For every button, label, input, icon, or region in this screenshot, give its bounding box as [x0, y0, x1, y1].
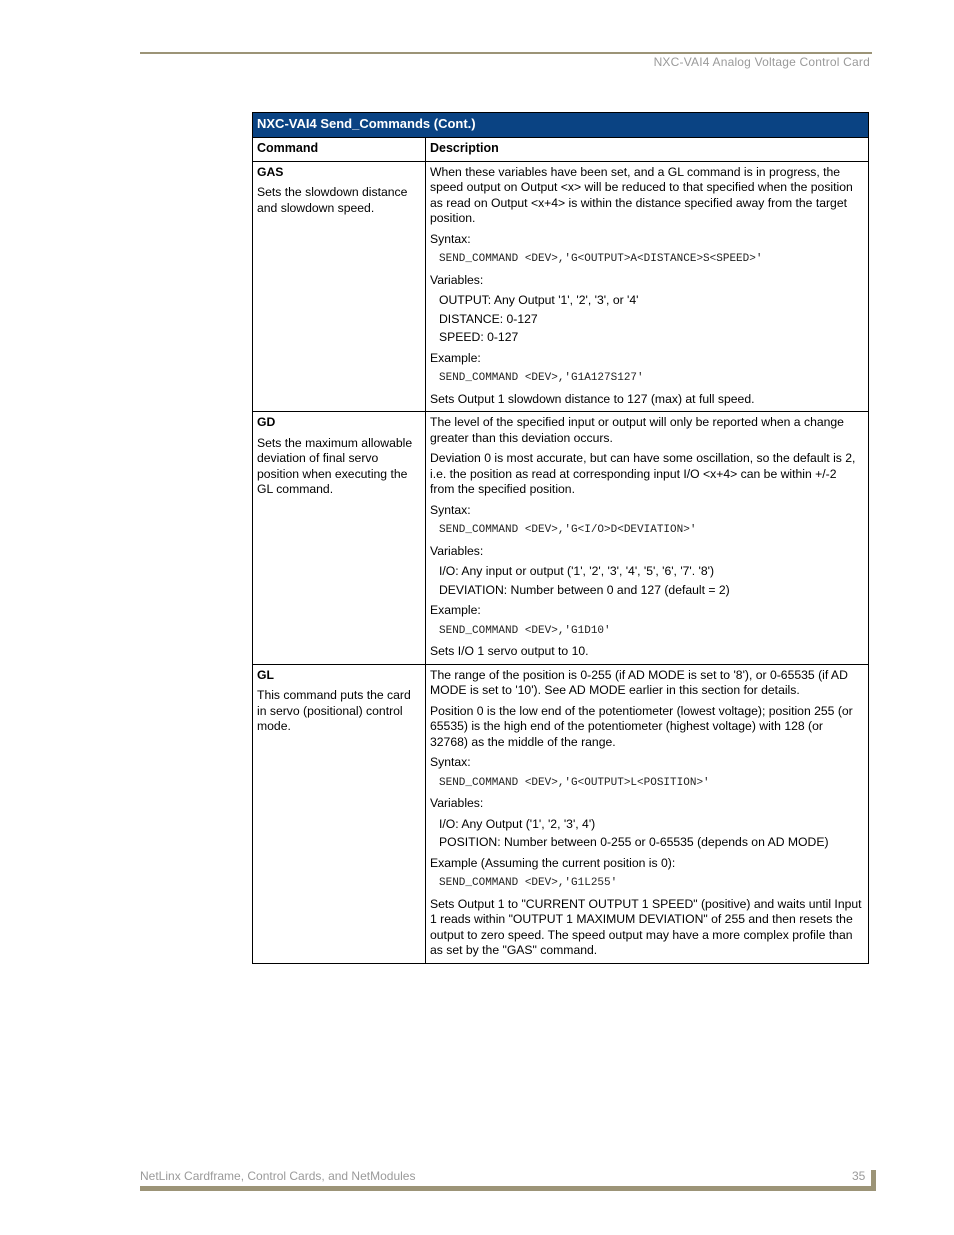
syntax-label: Syntax:	[430, 755, 471, 769]
footer-title: NetLinx Cardframe, Control Cards, and NetModules	[140, 1169, 416, 1183]
syntax-code: SEND_COMMAND <DEV>,'G<I/O>D<DEVIATION>'	[439, 524, 697, 536]
result-text: Sets I/O 1 servo output to 10.	[430, 644, 589, 658]
description-text: When these variables have been set, and a GL command is in progress, the speed output on Output <x> will be reduced to that specified when the position as read on Output <x+4> is within the distance specified away from the target position.	[430, 164, 853, 225]
page-number: 35	[852, 1169, 866, 1183]
table-row	[253, 664, 869, 963]
example-label: Example:	[430, 350, 481, 365]
result-text: Sets Output 1 slowdown distance to 127 (max) at full speed.	[430, 391, 755, 406]
variable-item: DISTANCE: 0-127	[439, 311, 538, 326]
command-cell	[253, 412, 426, 665]
description-text: The level of the specified input or output will only be reported when a change greater than this deviation occurs.	[430, 415, 844, 445]
result-text: Sets Output 1 to "CURRENT OUTPUT 1 SPEED" (positive) and waits until Input 1 reads within "OUTPUT 1 MAXIMUM DEVIATION" of 255 and then resets the output to zero speed. The speed output may have a more complex profile than as set by the "GAS" command.	[430, 896, 862, 957]
send-commands-table	[252, 112, 869, 964]
description-text: Position 0 is the low end of the potentiometer (lowest voltage); position 255 (or 65535) is the high end of the potentiometer (highest voltage) with 128 (or 32768) as the middle of the range.	[430, 703, 853, 749]
syntax-label: Syntax:	[430, 231, 471, 246]
variables-label: Variables:	[430, 796, 484, 810]
example-code: SEND_COMMAND <DEV>,'G1A127S127'	[439, 372, 644, 384]
running-header: NXC-VAI4 Analog Voltage Control Card	[653, 55, 870, 69]
variables-label: Variables:	[430, 543, 484, 558]
command-name: GAS	[257, 164, 284, 179]
command-summary: Sets the maximum allowable deviation of final servo position when executing the GL command.	[257, 435, 413, 496]
table-row	[253, 412, 869, 665]
variables-label: Variables:	[430, 272, 484, 287]
description-cell	[426, 664, 869, 963]
example-code: SEND_COMMAND <DEV>,'G1L255'	[439, 877, 618, 889]
command-name: GL	[257, 667, 274, 682]
description-text: The range of the position is 0-255 (if AD MODE is set to '8'), or 0-65535 (if AD MODE is set to '10'). See AD MODE earlier in this section for details.	[430, 667, 848, 697]
command-summary: Sets the slowdown distance and slowdown speed.	[257, 185, 408, 215]
variable-item: POSITION: Number between 0-255 or 0-65535 (depends on AD MODE)	[439, 835, 829, 849]
variable-item: I/O: Any input or output ('1', '2', '3', '4', '5', '6', '7'. '8')	[439, 564, 715, 578]
example-code: SEND_COMMAND <DEV>,'G1D10'	[439, 624, 611, 637]
example-label: Example:	[430, 603, 481, 617]
syntax-code: SEND_COMMAND <DEV>,'G<OUTPUT>A<DISTANCE>S<SPEED>'	[439, 253, 763, 265]
syntax-label: Syntax:	[430, 502, 471, 517]
description-text: Deviation 0 is most accurate, but can have some oscillation, so the default is 2, i.e. the position as read at corresponding input I/O <x+4> can be within +/-2 from the specified position.	[430, 451, 856, 496]
variable-item: DEVIATION: Number between 0 and 127 (default = 2)	[439, 582, 730, 597]
command-cell	[253, 664, 426, 963]
command-name: GD	[257, 415, 276, 429]
description-cell	[426, 161, 869, 412]
table-title: NXC-VAI4 Send_Commands (Cont.)	[253, 113, 869, 138]
column-header-description: Description	[426, 138, 869, 162]
command-cell	[253, 161, 426, 412]
footer-rule	[140, 1186, 876, 1191]
command-summary: This command puts the card in servo (positional) control mode.	[257, 688, 411, 733]
variable-item: I/O: Any Output ('1', '2, '3', 4')	[439, 816, 596, 831]
example-label: Example (Assuming the current position is 0):	[430, 855, 676, 870]
syntax-code: SEND_COMMAND <DEV>,'G<OUTPUT>L<POSITION>'	[439, 776, 710, 789]
variable-item: SPEED: 0-127	[439, 330, 519, 344]
header-rule	[140, 52, 872, 54]
column-header-command: Command	[253, 138, 426, 162]
description-cell	[426, 412, 869, 665]
table-row	[253, 161, 869, 412]
variable-item: OUTPUT: Any Output '1', '2', '3', or '4'	[439, 293, 639, 307]
